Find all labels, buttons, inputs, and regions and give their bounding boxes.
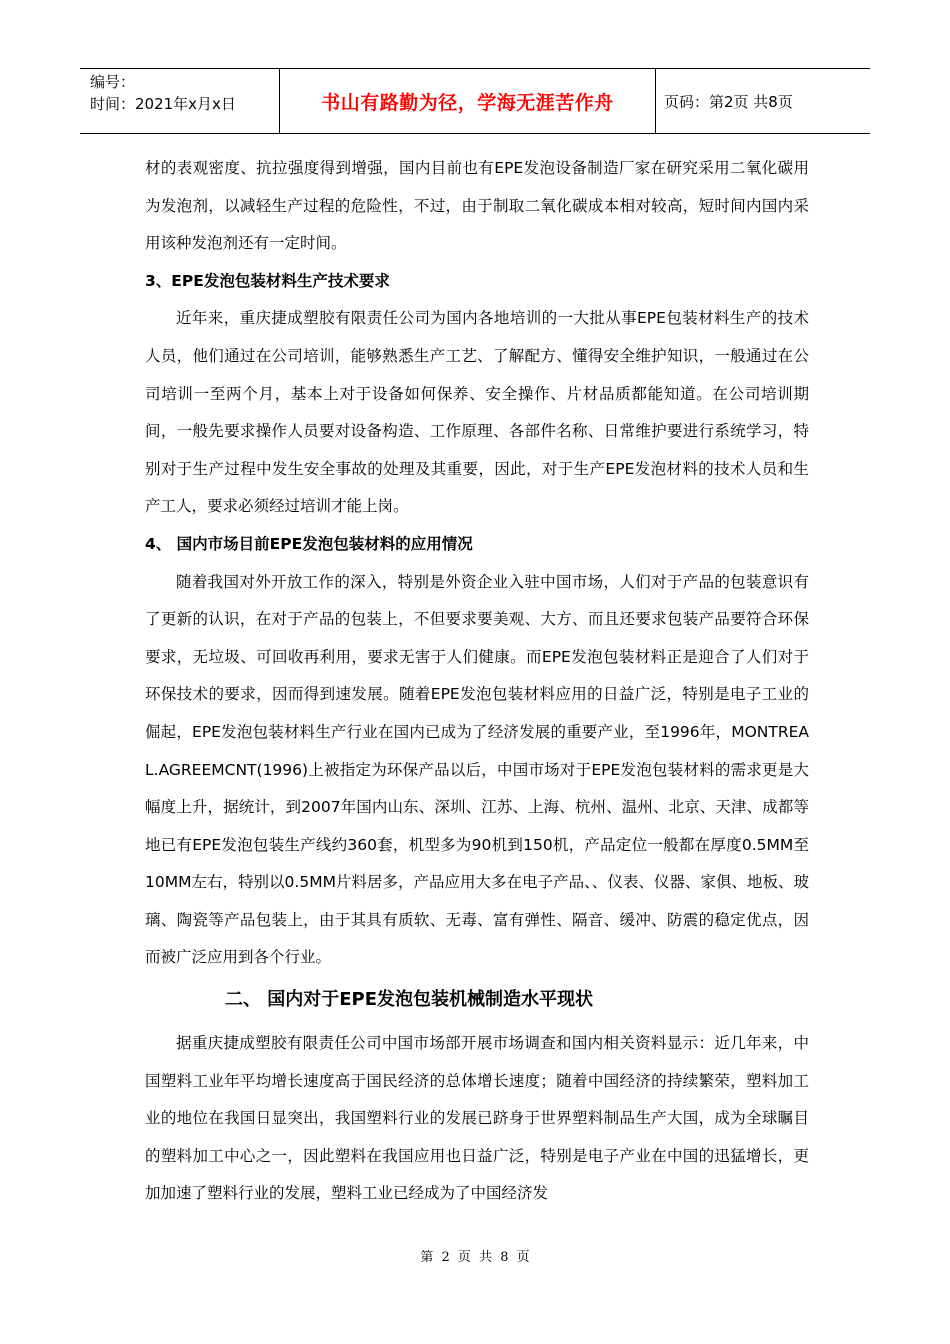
section-heading-3: 3、EPE发泡包装材料生产技术要求 — [145, 271, 390, 290]
header-meta — [80, 69, 280, 133]
paragraph-continued: 材的表观密度、抗拉强度得到增强，国内目前也有EPE发泡设备制造厂家在研究采用二氧化碳用为发泡剂，以减轻生产过程的危险性，不过，由于制取二氧化碳成本相对较高，短时间内国内采用该种发泡剂还有一定时间。 — [145, 159, 809, 253]
document-header — [80, 68, 870, 134]
chapter-heading: 二、 国内对于EPE发泡包装机械制造水平现状 — [225, 989, 594, 1011]
number-label: 编号： — [90, 73, 136, 91]
paragraph-training: 近年来，重庆捷成塑胶有限责任公司为国内各地培训的一大批从事EPE包装材料生产的技术人员，他们通过在公司培训，能够熟悉生产工艺、了解配方、懂得安全维护知识，一般通过在公司培训一至两个月，基本上对于设备如何保养、安全操作、片材品质都能知道。在公司培训期间，一般先要求操作人员要对设备构造、工作原理、各部件名称、日常维护要进行系统学习，特别对于生产过程中发生安全事故的处理及其重要，因此，对于生产EPE发泡材料的技术人员和生产工人，要求必须经过培训才能上岗。 — [145, 309, 809, 516]
document-body — [145, 150, 809, 1213]
paragraph-manufacturing: 据重庆捷成塑胶有限责任公司中国市场部开展市场调查和国内相关资料显示：近几年来，中国塑料工业年平均增长速度高于国民经济的总体增长速度；随着中国经济的持续繁荣，塑料加工业的地位在我国日显突出，我国塑料行业的发展已跻身于世界塑料制品生产大国，成为全球瞩目的塑料加工中心之一，因此塑料在我国应用也日益广泛，特别是电子产业在中国的迅猛增长，更加加速了塑料行业的发展，塑料工业已经成为了中国经济发 — [145, 1034, 809, 1203]
header-motto: 书山有路勤为径，学海无涯苦作舟 — [280, 69, 656, 133]
page-footer: 第 2 页 共 8 页 — [420, 1250, 530, 1265]
paragraph-market: 随着我国对外开放工作的深入，特别是外资企业入驻中国市场，人们对于产品的包装意识有了更新的认识，在对于产品的包装上，不但要求要美观、大方、而且还要求包装产品要符合环保要求，无垃圾、可回收再利用，要求无害于人们健康。而EPE发泡包装材料正是迎合了人们对于环保技术的要求，因而得到速发展。随着EPE发泡包装材料应用的日益广泛，特别是电子工业的倔起，EPE发泡包装材料生产行业在国内已成为了经济发展的重要产业，至1996年，MONTREAL.AGREEMCNT(1996)上被指定为环保产品以后，中国市场对于EPE发泡包装材料的需求更是大幅度上升，据统计，到2007年国内山东、深圳、江苏、上海、杭州、温州、北京、天津、成都等地已有EPE发泡包装生产线约360套，机型多为90机到150机，产品定位一般都在厚度0.5MM至10MM左右，特别以0.5MM片料居多，产品应用大多在电子产品、、仪表、仪器、家俱、地板、玻璃、陶瓷等产品包装上，由于其具有质软、无毒、富有弹性、隔音、缓冲、防震的稳定优点，因而被广泛应用到各个行业。 — [145, 572, 809, 967]
time-label: 时间：2021年x月x日 — [90, 95, 236, 113]
section-heading-4: 4、 国内市场目前EPE发泡包装材料的应用情况 — [145, 534, 473, 553]
header-page-info: 页码：第2页 共8页 — [664, 92, 793, 111]
